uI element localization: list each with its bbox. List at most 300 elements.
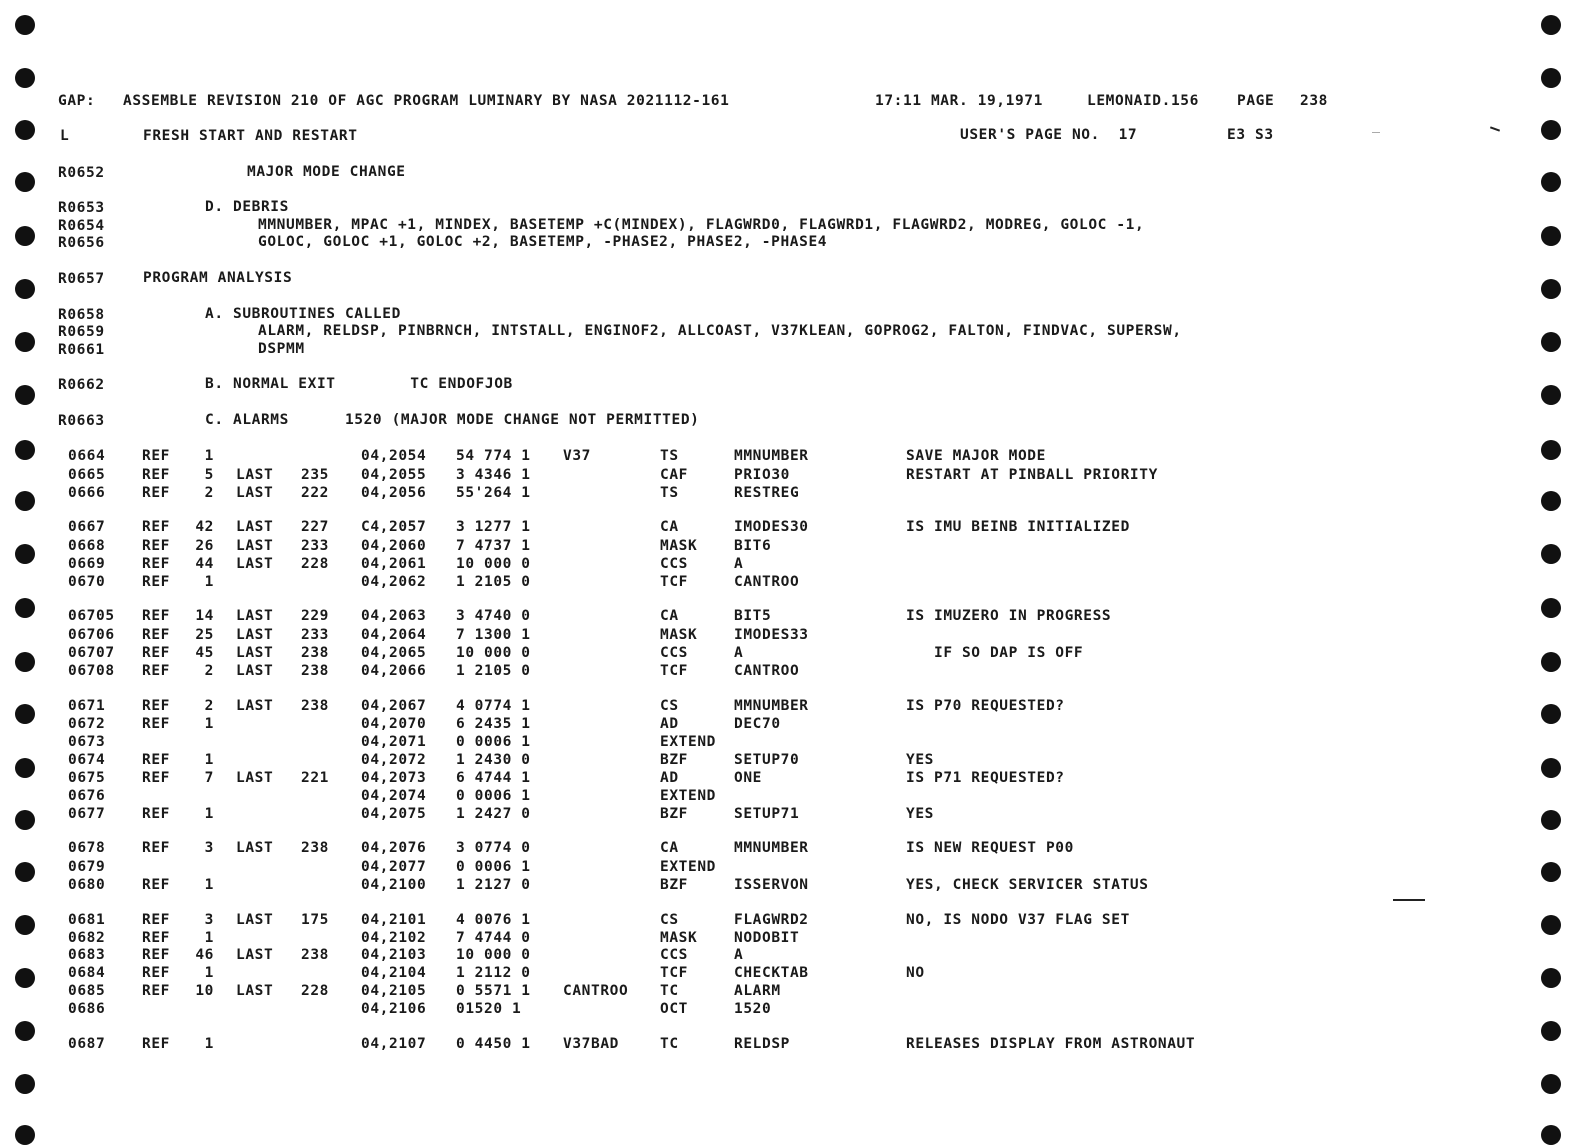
- punch-hole: [15, 226, 35, 246]
- opcode: TCF: [660, 663, 688, 679]
- operand: SETUP70: [734, 752, 800, 768]
- last-number: 238: [301, 947, 329, 963]
- line-number: 0669: [68, 556, 106, 572]
- line-comment: SAVE MAJOR MODE: [906, 448, 1046, 464]
- comment-text: B. NORMAL EXIT TC ENDOFJOB: [205, 376, 513, 392]
- punch-hole: [15, 704, 35, 724]
- ref-label: REF: [142, 538, 170, 554]
- punch-hole: [1541, 598, 1561, 618]
- octal-word: 54 774 1: [456, 448, 531, 464]
- last-label: LAST: [236, 663, 274, 679]
- punch-hole: [1541, 491, 1561, 511]
- operand: PRIO30: [734, 467, 790, 483]
- comment-id: R0661: [58, 342, 105, 358]
- line-number: 0678: [68, 840, 106, 856]
- line-number: 0674: [68, 752, 106, 768]
- comment-id: R0658: [58, 307, 105, 323]
- ref-label: REF: [142, 877, 170, 893]
- punch-hole: [1541, 440, 1561, 460]
- opcode: CA: [660, 519, 679, 535]
- octal-word: 7 1300 1: [456, 627, 531, 643]
- punch-hole: [1541, 704, 1561, 724]
- opcode: MASK: [660, 930, 698, 946]
- ref-label: REF: [142, 930, 170, 946]
- last-label: LAST: [236, 519, 274, 535]
- line-comment: IS IMUZERO IN PROGRESS: [906, 608, 1112, 624]
- opcode: EXTEND: [660, 734, 716, 750]
- octal-word: 10 000 0: [456, 947, 531, 963]
- address: 04,2060: [361, 538, 427, 554]
- comment-id: R0659: [58, 324, 105, 340]
- opcode: BZF: [660, 806, 688, 822]
- octal-word: 0 0006 1: [456, 788, 531, 804]
- punch-hole: [15, 491, 35, 511]
- punch-hole: [15, 68, 35, 88]
- last-label: LAST: [236, 840, 274, 856]
- opcode: TS: [660, 448, 679, 464]
- comment-id: R0654: [58, 218, 105, 234]
- operand: A: [734, 947, 744, 963]
- opcode: BZF: [660, 752, 688, 768]
- octal-word: 0 0006 1: [456, 859, 531, 875]
- line-number: 0677: [68, 806, 106, 822]
- ref-count: 2: [204, 698, 214, 714]
- symbol-label: V37: [563, 448, 591, 464]
- last-number: 227: [301, 519, 329, 535]
- ref-label: REF: [142, 574, 170, 590]
- e3s3-label: E3 S3: [1227, 127, 1274, 143]
- operand: BIT5: [734, 608, 772, 624]
- opcode: CS: [660, 698, 679, 714]
- line-comment: YES: [906, 752, 934, 768]
- ref-count: 14: [195, 608, 214, 624]
- line-number: 0682: [68, 930, 106, 946]
- comment-text: C. ALARMS 1520 (MAJOR MODE CHANGE NOT PERMITTED): [205, 412, 700, 428]
- line-number: 0683: [68, 947, 106, 963]
- operand: MMNUMBER: [734, 448, 809, 464]
- octal-word: 1 2105 0: [456, 574, 531, 590]
- punch-hole: [1541, 15, 1561, 35]
- octal-word: 1 2430 0: [456, 752, 531, 768]
- operand: IMODES30: [734, 519, 809, 535]
- address: 04,2056: [361, 485, 427, 501]
- ref-label: REF: [142, 752, 170, 768]
- opcode: MASK: [660, 627, 698, 643]
- octal-word: 7 4744 0: [456, 930, 531, 946]
- punch-hole: [15, 862, 35, 882]
- operand: RELDSP: [734, 1036, 790, 1052]
- ref-label: REF: [142, 608, 170, 624]
- line-number: 0664: [68, 448, 106, 464]
- ref-count: 3: [204, 912, 214, 928]
- octal-word: 1 2105 0: [456, 663, 531, 679]
- last-label: LAST: [236, 645, 274, 661]
- line-number: 0666: [68, 485, 106, 501]
- address: 04,2100: [361, 877, 427, 893]
- line-number: 0672: [68, 716, 106, 732]
- address: 04,2054: [361, 448, 427, 464]
- opcode: EXTEND: [660, 859, 716, 875]
- octal-word: 0 0006 1: [456, 734, 531, 750]
- address: C4,2057: [361, 519, 427, 535]
- address: 04,2074: [361, 788, 427, 804]
- operand: CHECKTAB: [734, 965, 809, 981]
- octal-word: 0 5571 1: [456, 983, 531, 999]
- punch-hole: [15, 440, 35, 460]
- header-gap: GAP:: [58, 93, 96, 109]
- operand: MMNUMBER: [734, 698, 809, 714]
- ref-label: REF: [142, 947, 170, 963]
- address: 04,2104: [361, 965, 427, 981]
- last-number: 238: [301, 645, 329, 661]
- opcode: TC: [660, 1036, 679, 1052]
- line-comment: IS P70 REQUESTED?: [906, 698, 1065, 714]
- ref-count: 46: [195, 947, 214, 963]
- ref-count: 3: [204, 840, 214, 856]
- punch-hole: [15, 120, 35, 140]
- last-number: 238: [301, 698, 329, 714]
- comment-text: A. SUBROUTINES CALLED: [205, 306, 401, 322]
- punch-hole: [15, 758, 35, 778]
- opcode: MASK: [660, 538, 698, 554]
- punch-hole: [15, 332, 35, 352]
- opcode: EXTEND: [660, 788, 716, 804]
- ref-label: REF: [142, 627, 170, 643]
- address: 04,2073: [361, 770, 427, 786]
- punch-hole: [1541, 120, 1561, 140]
- octal-word: 3 1277 1: [456, 519, 531, 535]
- opcode: CA: [660, 608, 679, 624]
- line-comment: IF SO DAP IS OFF: [906, 645, 1084, 661]
- comment-id: R0657: [58, 271, 105, 287]
- punch-hole: [1541, 68, 1561, 88]
- line-number: 0679: [68, 859, 106, 875]
- punch-hole: [15, 652, 35, 672]
- line-comment: YES: [906, 806, 934, 822]
- operand: A: [734, 645, 744, 661]
- line-comment: NO, IS NODO V37 FLAG SET: [906, 912, 1130, 928]
- ref-count: 2: [204, 485, 214, 501]
- ref-label: REF: [142, 912, 170, 928]
- octal-word: 4 0076 1: [456, 912, 531, 928]
- ref-label: REF: [142, 645, 170, 661]
- punch-hole: [1541, 544, 1561, 564]
- ref-label: REF: [142, 663, 170, 679]
- line-comment: NO: [906, 965, 925, 981]
- line-number: 06706: [68, 627, 115, 643]
- ref-count: 25: [195, 627, 214, 643]
- address: 04,2064: [361, 627, 427, 643]
- ref-count: 1: [204, 877, 214, 893]
- octal-word: 1 2427 0: [456, 806, 531, 822]
- line-comment: YES, CHECK SERVICER STATUS: [906, 877, 1149, 893]
- punch-hole: [1541, 332, 1561, 352]
- punch-hole: [1541, 652, 1561, 672]
- line-number: 0667: [68, 519, 106, 535]
- ref-label: REF: [142, 519, 170, 535]
- comment-text: ALARM, RELDSP, PINBRNCH, INTSTALL, ENGINOF2, ALLCOAST, V37KLEAN, GOPROG2, FALTON, FINDVAC, SUPERSW,: [258, 323, 1182, 339]
- comment-text: D. DEBRIS: [205, 199, 289, 215]
- line-comment: RESTART AT PINBALL PRIORITY: [906, 467, 1158, 483]
- octal-word: 6 4744 1: [456, 770, 531, 786]
- ref-count: 42: [195, 519, 214, 535]
- ref-count: 10: [195, 983, 214, 999]
- address: 04,2076: [361, 840, 427, 856]
- last-label: LAST: [236, 983, 274, 999]
- last-number: 228: [301, 556, 329, 572]
- users-page-number: USER'S PAGE NO. 17: [960, 127, 1138, 143]
- scan-mark: [1490, 126, 1500, 131]
- last-label: LAST: [236, 947, 274, 963]
- ref-label: REF: [142, 770, 170, 786]
- operand: BIT6: [734, 538, 772, 554]
- punch-hole: [1541, 968, 1561, 988]
- address: 04,2101: [361, 912, 427, 928]
- line-number: 0673: [68, 734, 106, 750]
- address: 04,2105: [361, 983, 427, 999]
- punch-hole: [1541, 915, 1561, 935]
- address: 04,2106: [361, 1001, 427, 1017]
- operand: FLAGWRD2: [734, 912, 809, 928]
- subheader-l: L: [60, 128, 70, 144]
- line-number: 0680: [68, 877, 106, 893]
- line-number: 0671: [68, 698, 106, 714]
- address: 04,2102: [361, 930, 427, 946]
- opcode: TCF: [660, 965, 688, 981]
- scan-mark: [1372, 132, 1380, 133]
- punch-hole: [1541, 385, 1561, 405]
- last-number: 229: [301, 608, 329, 624]
- punch-hole: [1541, 279, 1561, 299]
- operand: IMODES33: [734, 627, 809, 643]
- operand: ALARM: [734, 983, 781, 999]
- opcode: CAF: [660, 467, 688, 483]
- line-number: 0684: [68, 965, 106, 981]
- address: 04,2065: [361, 645, 427, 661]
- address: 04,2071: [361, 734, 427, 750]
- octal-word: 01520 1: [456, 1001, 522, 1017]
- punch-hole: [15, 1125, 35, 1145]
- line-number: 0685: [68, 983, 106, 999]
- last-label: LAST: [236, 698, 274, 714]
- octal-word: 3 4740 0: [456, 608, 531, 624]
- ref-count: 45: [195, 645, 214, 661]
- ref-count: 1: [204, 448, 214, 464]
- octal-word: 55'264 1: [456, 485, 531, 501]
- ref-count: 1: [204, 716, 214, 732]
- address: 04,2066: [361, 663, 427, 679]
- ref-count: 5: [204, 467, 214, 483]
- address: 04,2075: [361, 806, 427, 822]
- comment-id: R0663: [58, 413, 105, 429]
- operand: ONE: [734, 770, 762, 786]
- operand: CANTROO: [734, 574, 800, 590]
- line-number: 06705: [68, 608, 115, 624]
- opcode: TC: [660, 983, 679, 999]
- ref-count: 1: [204, 965, 214, 981]
- operand: CANTROO: [734, 663, 800, 679]
- ref-count: 1: [204, 1036, 214, 1052]
- octal-word: 7 4737 1: [456, 538, 531, 554]
- line-number: 06708: [68, 663, 115, 679]
- opcode: CS: [660, 912, 679, 928]
- line-comment: IS NEW REQUEST P00: [906, 840, 1074, 856]
- line-number: 0675: [68, 770, 106, 786]
- opcode: TCF: [660, 574, 688, 590]
- line-comment: IS P71 REQUESTED?: [906, 770, 1065, 786]
- ref-count: 1: [204, 574, 214, 590]
- ref-label: REF: [142, 467, 170, 483]
- octal-word: 10 000 0: [456, 556, 531, 572]
- scan-mark: [1393, 899, 1425, 901]
- opcode: CCS: [660, 556, 688, 572]
- last-number: 238: [301, 663, 329, 679]
- octal-word: 10 000 0: [456, 645, 531, 661]
- punch-hole: [15, 279, 35, 299]
- line-number: 0668: [68, 538, 106, 554]
- punch-hole: [1541, 226, 1561, 246]
- opcode: CCS: [660, 645, 688, 661]
- opcode: AD: [660, 716, 679, 732]
- opcode: AD: [660, 770, 679, 786]
- ref-label: REF: [142, 840, 170, 856]
- punch-hole: [1541, 1021, 1561, 1041]
- comment-text: GOLOC, GOLOC +1, GOLOC +2, BASETEMP, -PHASE2, PHASE2, -PHASE4: [258, 234, 828, 250]
- line-number: 0681: [68, 912, 106, 928]
- last-label: LAST: [236, 912, 274, 928]
- address: 04,2063: [361, 608, 427, 624]
- last-label: LAST: [236, 467, 274, 483]
- comment-text: MAJOR MODE CHANGE: [247, 164, 406, 180]
- octal-word: 3 0774 0: [456, 840, 531, 856]
- octal-word: 4 0774 1: [456, 698, 531, 714]
- punch-hole: [15, 1074, 35, 1094]
- ref-count: 1: [204, 752, 214, 768]
- header-page-label: PAGE: [1237, 93, 1275, 109]
- last-label: LAST: [236, 608, 274, 624]
- header-assemble: ASSEMBLE REVISION 210 OF AGC PROGRAM LUMINARY BY NASA 2021112-161: [123, 93, 730, 109]
- punch-hole: [1541, 1074, 1561, 1094]
- octal-word: 1 2127 0: [456, 877, 531, 893]
- operand: RESTREG: [734, 485, 800, 501]
- ref-count: 7: [204, 770, 214, 786]
- ref-count: 1: [204, 806, 214, 822]
- ref-label: REF: [142, 716, 170, 732]
- comment-text: MMNUMBER, MPAC +1, MINDEX, BASETEMP +C(MINDEX), FLAGWRD0, FLAGWRD1, FLAGWRD2, MODREG, GOLOC -1,: [258, 217, 1145, 233]
- last-number: 221: [301, 770, 329, 786]
- last-number: 238: [301, 840, 329, 856]
- ref-label: REF: [142, 965, 170, 981]
- address: 04,2061: [361, 556, 427, 572]
- punch-hole: [15, 544, 35, 564]
- subheader-title: FRESH START AND RESTART: [143, 128, 358, 144]
- ref-label: REF: [142, 485, 170, 501]
- operand: 1520: [734, 1001, 772, 1017]
- address: 04,2072: [361, 752, 427, 768]
- address: 04,2107: [361, 1036, 427, 1052]
- comment-id: R0652: [58, 165, 105, 181]
- opcode: CCS: [660, 947, 688, 963]
- line-number: 0686: [68, 1001, 106, 1017]
- ref-label: REF: [142, 556, 170, 572]
- header-page-number: 238: [1300, 93, 1328, 109]
- operand: A: [734, 556, 744, 572]
- operand: SETUP71: [734, 806, 800, 822]
- address: 04,2077: [361, 859, 427, 875]
- header-id: LEMONAID.156: [1087, 93, 1199, 109]
- line-number: 0687: [68, 1036, 106, 1052]
- ref-label: REF: [142, 1036, 170, 1052]
- punch-hole: [1541, 862, 1561, 882]
- line-number: 0670: [68, 574, 106, 590]
- punch-hole: [15, 15, 35, 35]
- punch-hole: [15, 915, 35, 935]
- octal-word: 6 2435 1: [456, 716, 531, 732]
- line-number: 06707: [68, 645, 115, 661]
- last-number: 235: [301, 467, 329, 483]
- ref-count: 1: [204, 930, 214, 946]
- punch-hole: [15, 598, 35, 618]
- operand: NODOBIT: [734, 930, 800, 946]
- opcode: CA: [660, 840, 679, 856]
- punch-hole: [15, 810, 35, 830]
- operand: ISSERVON: [734, 877, 809, 893]
- line-number: 0676: [68, 788, 106, 804]
- opcode: TS: [660, 485, 679, 501]
- last-label: LAST: [236, 538, 274, 554]
- punch-hole: [1541, 1125, 1561, 1145]
- punch-hole: [1541, 758, 1561, 778]
- punch-hole: [1541, 810, 1561, 830]
- operand: DEC70: [734, 716, 781, 732]
- ref-label: REF: [142, 698, 170, 714]
- comment-text: PROGRAM ANALYSIS: [143, 270, 293, 286]
- opcode: BZF: [660, 877, 688, 893]
- symbol-label: CANTROO: [563, 983, 629, 999]
- opcode: OCT: [660, 1001, 688, 1017]
- ref-count: 44: [195, 556, 214, 572]
- ref-label: REF: [142, 983, 170, 999]
- address: 04,2103: [361, 947, 427, 963]
- ref-label: REF: [142, 448, 170, 464]
- ref-label: REF: [142, 806, 170, 822]
- last-label: LAST: [236, 556, 274, 572]
- last-number: 233: [301, 627, 329, 643]
- ref-count: 26: [195, 538, 214, 554]
- octal-word: 1 2112 0: [456, 965, 531, 981]
- octal-word: 3 4346 1: [456, 467, 531, 483]
- last-number: 233: [301, 538, 329, 554]
- header-datetime: 17:11 MAR. 19,1971: [875, 93, 1043, 109]
- last-label: LAST: [236, 770, 274, 786]
- address: 04,2062: [361, 574, 427, 590]
- last-number: 222: [301, 485, 329, 501]
- address: 04,2070: [361, 716, 427, 732]
- punch-hole: [1541, 172, 1561, 192]
- comment-id: R0653: [58, 200, 105, 216]
- line-comment: IS IMU BEINB INITIALIZED: [906, 519, 1130, 535]
- comment-id: R0662: [58, 377, 105, 393]
- line-comment: RELEASES DISPLAY FROM ASTRONAUT: [906, 1036, 1196, 1052]
- last-number: 175: [301, 912, 329, 928]
- address: 04,2055: [361, 467, 427, 483]
- punch-hole: [15, 172, 35, 192]
- ref-count: 2: [204, 663, 214, 679]
- punch-hole: [15, 968, 35, 988]
- comment-text: DSPMM: [258, 341, 305, 357]
- comment-id: R0656: [58, 235, 105, 251]
- octal-word: 0 4450 1: [456, 1036, 531, 1052]
